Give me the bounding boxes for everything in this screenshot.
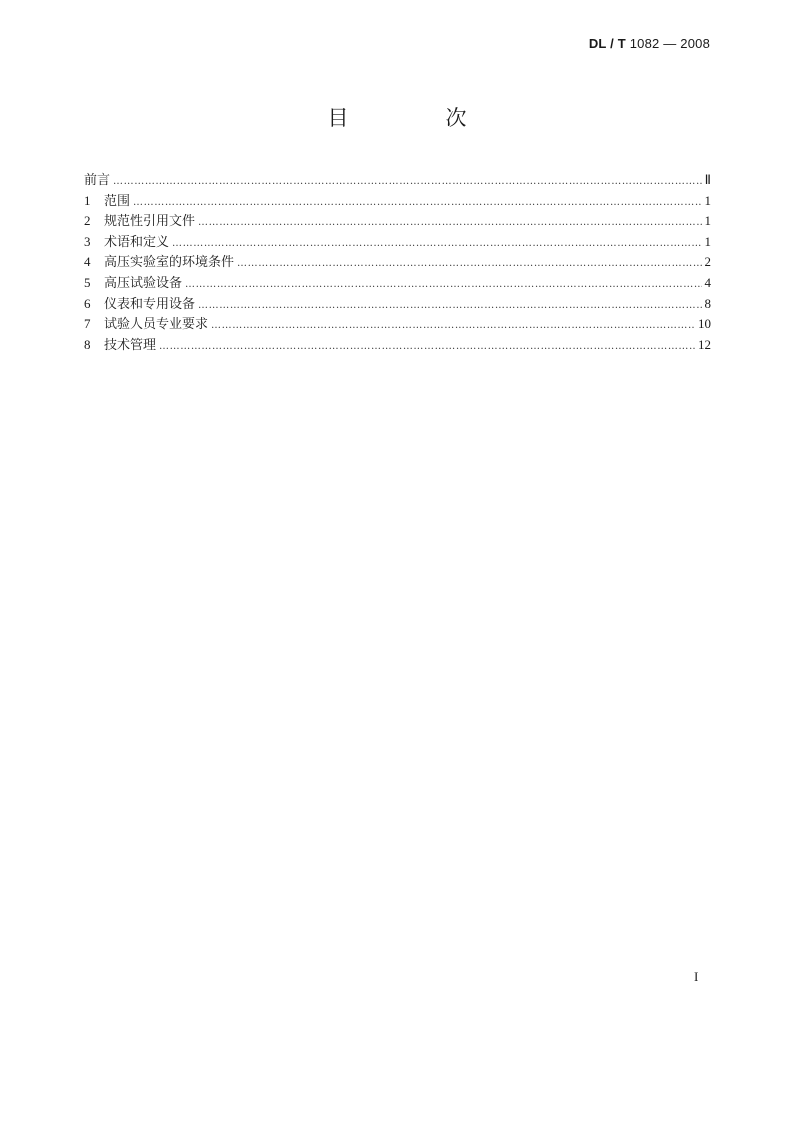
toc-entry-label: 前言	[84, 173, 111, 188]
toc-entry-number: 1	[84, 192, 91, 208]
toc-entry-1[interactable]	[84, 191, 711, 212]
standard-code-number: 1082 — 2008	[629, 36, 710, 51]
toc-entry-label: 规范性引用文件	[104, 214, 196, 230]
toc-entry-number: 4	[84, 254, 91, 270]
page-number: I	[694, 969, 699, 984]
table-of-contents	[84, 170, 711, 355]
toc-entry-label: 术语和定义	[104, 234, 170, 250]
toc-entry-number: 5	[84, 274, 91, 290]
toc-entry-page: 1	[704, 233, 711, 249]
toc-entry-number: 2	[84, 213, 91, 229]
toc-dot-leader	[133, 193, 701, 214]
toc-dot-leader	[198, 296, 701, 317]
toc-dot-leader	[159, 337, 695, 358]
toc-entry-page: 1	[704, 192, 711, 208]
toc-dot-leader	[211, 316, 695, 337]
toc-dot-leader	[172, 234, 701, 255]
toc-entry-label: 试验人员专业要求	[104, 317, 209, 333]
toc-entry-label: 高压实验室的环境条件	[104, 255, 235, 271]
toc-entry-page: Ⅱ	[704, 172, 711, 187]
toc-dot-leader	[113, 172, 702, 193]
toc-entry-2[interactable]	[84, 211, 711, 232]
toc-dot-leader	[185, 275, 701, 296]
toc-entry-page: 10	[698, 316, 711, 332]
toc-entry-label: 仪表和专用设备	[104, 296, 196, 312]
toc-entry-label: 范围	[104, 193, 131, 209]
toc-entry-number: 3	[84, 233, 91, 249]
toc-entry-label: 高压试验设备	[104, 275, 183, 291]
toc-entry-page: 1	[704, 213, 711, 229]
standard-code-prefix: DL / T	[588, 36, 626, 51]
toc-entry-number: 8	[84, 336, 91, 352]
toc-entry-page: 8	[704, 295, 711, 311]
toc-entry-6[interactable]	[84, 294, 711, 315]
toc-dot-leader	[198, 213, 701, 234]
toc-entry-label: 技术管理	[104, 337, 157, 353]
toc-entry-8[interactable]	[84, 335, 711, 356]
toc-dot-leader	[237, 254, 701, 275]
toc-entry-number: 7	[84, 316, 91, 332]
toc-entry-4[interactable]	[84, 252, 711, 273]
toc-entry-7[interactable]	[84, 314, 711, 335]
toc-title: 目 次	[327, 106, 505, 130]
toc-entry-page: 2	[704, 254, 711, 270]
toc-entry-page: 12	[698, 336, 711, 352]
toc-entry-foreword[interactable]	[84, 170, 711, 191]
toc-entry-number: 6	[84, 295, 91, 311]
toc-entry-5[interactable]	[84, 273, 711, 294]
toc-entry-3[interactable]	[84, 232, 711, 253]
standard-code	[589, 36, 710, 51]
toc-entry-page: 4	[704, 274, 711, 290]
